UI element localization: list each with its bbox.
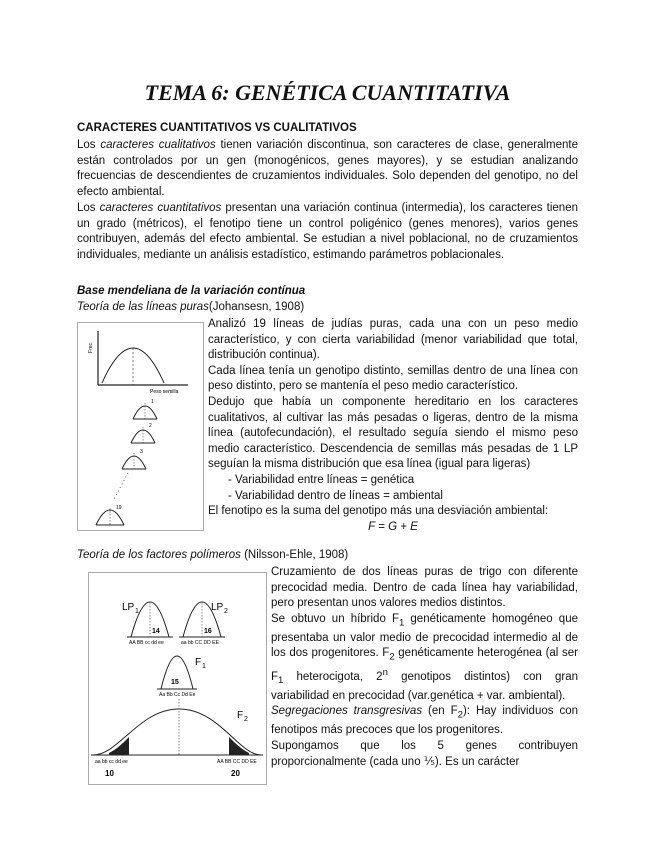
svg-text:1: 1 (151, 399, 154, 405)
svg-text:F: F (237, 710, 244, 721)
svg-text:1: 1 (202, 663, 206, 670)
formula: F = G + E (368, 520, 418, 533)
svg-text:LP: LP (211, 602, 224, 613)
section-heading: CARACTERES CUANTITATIVOS VS CUALITATIVOS (77, 122, 357, 134)
svg-text:14: 14 (152, 628, 160, 635)
svg-text:20: 20 (231, 769, 240, 778)
svg-text:10: 10 (105, 769, 114, 778)
svg-text:19: 19 (116, 505, 122, 511)
pure-lines-text: Analizó 19 líneas de judías puras, cada una con un peso medio característico, y con cierta variabilidad (menor variabilidad que total, distribución continua). Cada línea tenía un genotipo distinto, semillas dentro de una línea con peso distinto, pero se mantenía el peso medio característico. Dedujo que había un componente hereditario en los caracteres cualitativos, al cultivar las más pesadas o ligeras, dentro de la misma línea (autofecundación), el resultado seguía siendo el mismo peso medio característico. Descendencia de semillas más pesadas de 1 LP seguían la misma distribución que esa línea (igual para ligeras) - Variabilidad entre líneas = genética - Variabilidad dentro de líneas = ambiental El fenotipo es la suma del genotipo más una desviación ambiental: F = G + E (208, 317, 578, 535)
svg-text:AA BB CC DD EE: AA BB CC DD EE (217, 759, 257, 765)
paragraph-qualitative: Los caracteres cualitativos tienen variación discontinua, son caracteres de clase, generalmente están controlados por un gen (monogénicos, genes mayores), y se estudian analizando frecuencias de descendientes de cruzamientos individuales. Solo dependen del genotipo, no del efecto ambiental. (77, 139, 578, 198)
svg-text:1: 1 (135, 608, 139, 615)
paragraph-quantitative: Los caracteres cuantitativos presentan una variación continua (intermedia), los caracteres tienen un grado (métricos), el fenotipo tiene un control poligénico (genes menores), varios genes contribuyen, además del efecto ambiental. Se estudian a nivel poblacional, no de cruzamientos individuales, mediante un análisis estadístico, estimando parámetros poblacionales. (77, 202, 578, 261)
svg-text:3: 3 (140, 449, 143, 455)
svg-text:Aa Bb Cc Dd Ee: Aa Bb Cc Dd Ee (159, 692, 196, 698)
svg-text:2: 2 (224, 608, 228, 615)
svg-text:F: F (195, 657, 202, 668)
list-item: - Variabilidad dentro de líneas = ambiental (228, 489, 443, 502)
svg-text:15: 15 (171, 679, 179, 686)
theory2-heading: Teoría de los factores polímeros (Nilsson-Ehle, 1908) (77, 549, 349, 561)
list-item: - Variabilidad entre líneas = genética (228, 473, 415, 486)
fig1-xlabel: Peso semilla (150, 389, 179, 395)
subsection-heading: Base mendeliana de la variación contínua (77, 285, 306, 297)
polymeric-factors-text: Cruzamiento de dos líneas puras de trigo con diferente precocidad media. Dentro de cada línea hay variabilidad, pero presentan unos valores medios distintos. Se obtuvo un híbrido $F_1$ genéticamente homogéneo que presentaba un valor medio de precocidad intermedio al de los dos progenitores. $F_2$ genéticamente heterogénea (al ser $F_1$ heterocigota, 2$^n$ genotipos distintos) con gran variabilidad en precocidad (var.genética + var. ambiental). Segregaciones transgresivas (en $F_2$): Hay individuos con fenotipos más precoces que los progenitores. Supongamos que los 5 genes contribuyen proporcionalmente (cada uno ⅕). Es un carácter (271, 566, 579, 768)
svg-text:aa bb CC DD EE: aa bb CC DD EE (181, 640, 219, 646)
theory1-heading: Teoría de las líneas puras(Johansesn, 1908) (77, 301, 305, 313)
page-title: TEMA 6: GENÉTICA CUANTITATIVA (144, 80, 511, 105)
svg-text:AA BB cc dd ee: AA BB cc dd ee (129, 640, 164, 646)
svg-text:2: 2 (149, 423, 152, 429)
svg-text:16: 16 (204, 628, 212, 635)
svg-text:2: 2 (244, 716, 248, 723)
fig1-ylabel: Frec. (88, 341, 94, 353)
pure-lines-figure (77, 322, 204, 531)
svg-text:LP: LP (122, 602, 135, 613)
variability-list (208, 473, 578, 504)
polymeric-factors-figure (88, 572, 267, 785)
svg-text:aa bb cc dd ee: aa bb cc dd ee (95, 759, 128, 765)
